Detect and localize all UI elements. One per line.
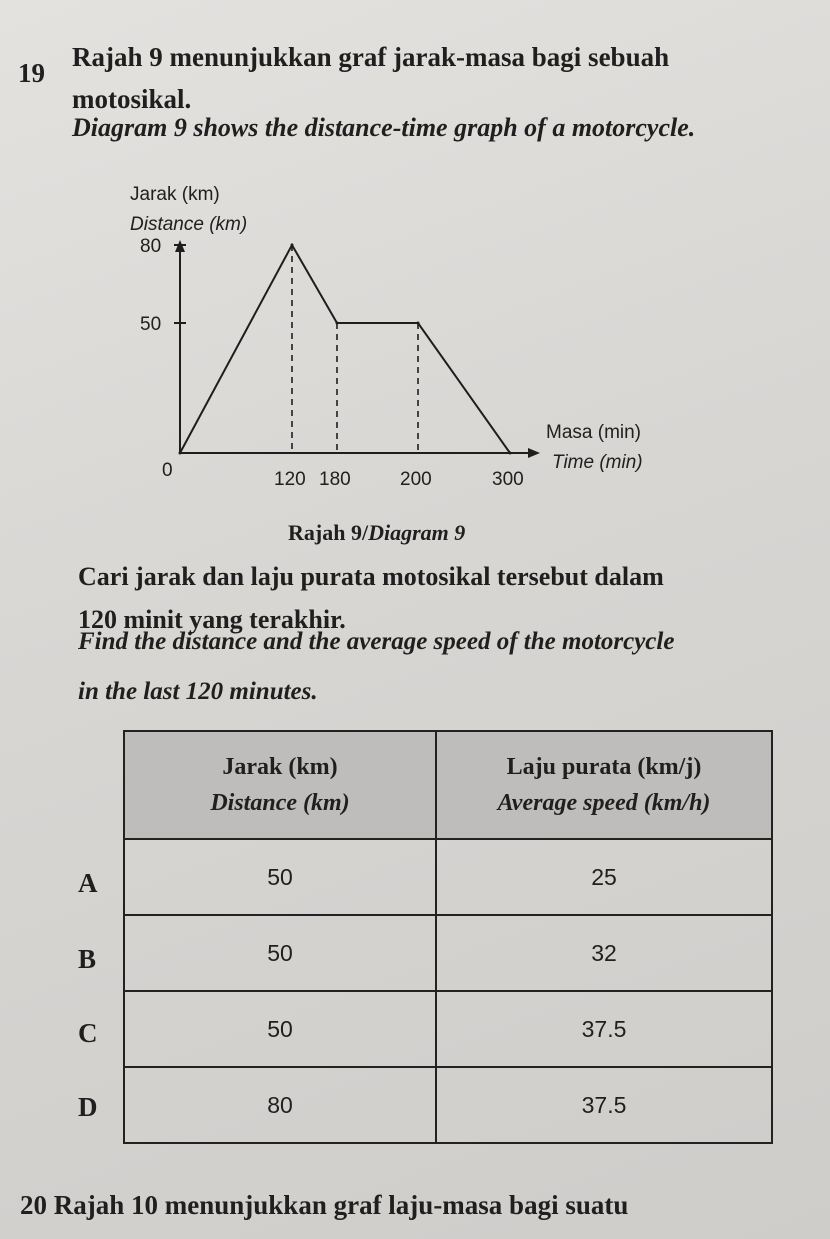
y-axis-label-malay: Jarak (km): [130, 184, 220, 205]
question-text-english: Diagram 9 shows the distance-time graph of a motorcycle.: [72, 113, 696, 142]
prompt-english-line2: in the last 120 minutes.: [78, 678, 318, 705]
x-axis-label-english: Time (min): [552, 452, 643, 473]
distance-time-line: [180, 245, 510, 453]
option-d-distance: 80: [124, 1067, 436, 1143]
data-point: [509, 452, 512, 455]
option-b-label[interactable]: B: [78, 944, 97, 974]
table-header-row: [124, 731, 772, 839]
x-axis-arrow-icon: [528, 448, 540, 458]
origin-label: 0: [162, 460, 173, 481]
data-points: [179, 244, 512, 455]
option-d-speed: 37.5: [436, 1067, 772, 1143]
option-a-speed: 25: [436, 839, 772, 915]
option-c-distance: 50: [124, 991, 436, 1067]
question-text-malay-line2: motosikal.: [72, 84, 192, 114]
answer-options-table: [123, 730, 773, 1144]
prompt-english-line1: Find the distance and the average speed of the motorcycle: [78, 628, 675, 655]
option-b-distance: 50: [124, 915, 436, 991]
x-axis-label-malay: Masa (min): [546, 422, 642, 443]
table-row-option-c[interactable]: [124, 991, 772, 1067]
question-number: 19: [18, 58, 45, 88]
option-d-label[interactable]: D: [78, 1092, 98, 1122]
data-point: [179, 452, 182, 455]
data-point: [336, 322, 339, 325]
option-a-distance: 50: [124, 839, 436, 915]
header-distance-english: Distance (km): [210, 790, 350, 816]
x-tick-label: 180: [319, 469, 351, 490]
table-row-option-b[interactable]: [124, 915, 772, 991]
option-c-label[interactable]: C: [78, 1018, 98, 1048]
header-speed-english: Average speed (km/h): [497, 790, 711, 816]
data-point: [291, 244, 294, 247]
option-c-speed: 37.5: [436, 991, 772, 1067]
y-tick-label: 50: [140, 314, 162, 335]
caption-english: Diagram 9: [368, 520, 466, 545]
prompt-malay-line2: 120 minit yang terakhir.: [78, 605, 346, 634]
table-row-option-d[interactable]: [124, 1067, 772, 1143]
x-tick-label: 300: [492, 469, 524, 490]
prompt-malay-line1: Cari jarak dan laju purata motosikal tersebut dalam: [78, 562, 664, 591]
table-row-option-a[interactable]: [124, 839, 772, 915]
x-tick-label: 120: [274, 469, 306, 490]
y-axis-label-english: Distance (km): [130, 214, 248, 235]
x-tick-label: 200: [400, 469, 432, 490]
header-speed-malay: Laju purata (km/j): [506, 754, 702, 780]
option-a-label[interactable]: A: [78, 868, 98, 898]
question-text-malay-line1: Rajah 9 menunjukkan graf jarak-masa bagi sebuah: [72, 42, 670, 72]
option-b-speed: 32: [436, 915, 772, 991]
next-question-text: 20 Rajah 10 menunjukkan graf laju-masa bagi suatu: [20, 1190, 629, 1220]
axis-ticks: [140, 236, 524, 490]
header-distance-malay: Jarak (km): [222, 754, 338, 780]
y-tick-label: 80: [140, 236, 162, 257]
header-distance: [124, 731, 436, 839]
diagram-caption: [288, 520, 465, 546]
header-speed: [436, 731, 772, 839]
data-point: [417, 322, 420, 325]
caption-malay: Rajah 9/: [288, 520, 369, 545]
distance-time-graph: [0, 170, 830, 510]
